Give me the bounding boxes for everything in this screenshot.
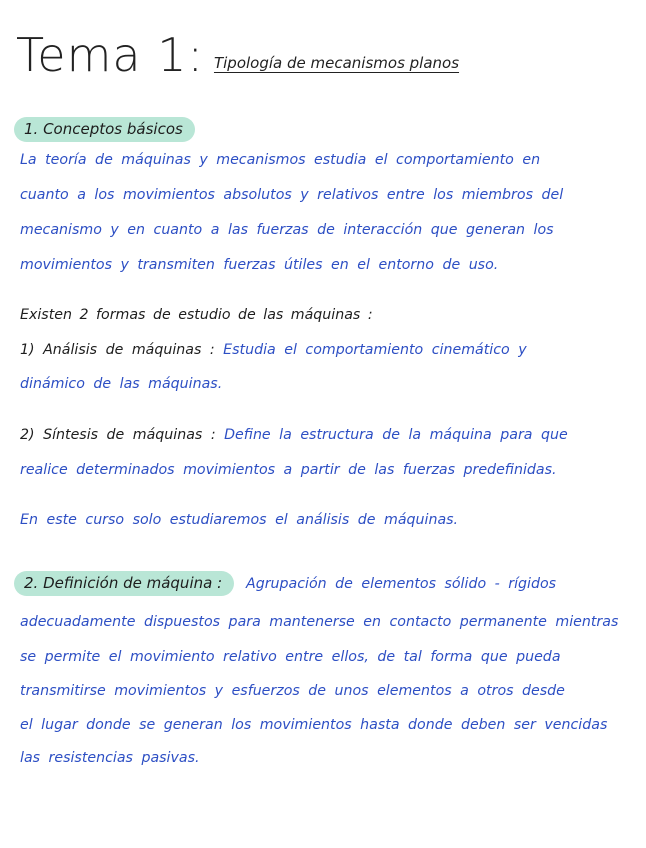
section-1-heading: 1. Conceptos básicos: [14, 117, 195, 142]
item-1-line-2: dinámico de las máquinas.: [20, 376, 223, 392]
intro-line-3: mecanismo y en cuanto a las fuerzas de interacción que generan los: [20, 222, 554, 238]
item-2-line-1: [20, 427, 568, 443]
definition-line-2: adecuadamente dispuestos para mantenerse en contacto permanente mientras: [20, 614, 619, 630]
item-2-line-2: realice determinados movimientos a partir de las fuerzas predefinidas.: [20, 462, 557, 478]
course-note: En este curso solo estudiaremos el análisis de máquinas.: [20, 512, 459, 528]
intro-line-4: movimientos y transmiten fuerzas útiles en el entorno de uso.: [20, 257, 499, 273]
intro-line-1: La teoría de máquinas y mecanismos estudia el comportamiento en: [20, 152, 541, 168]
definition-line-6: las resistencias pasivas.: [20, 750, 200, 766]
forms-intro: Existen 2 formas de estudio de las máquinas :: [20, 307, 373, 323]
item-1-text: Estudia el comportamiento cinemático y: [223, 342, 527, 358]
section-2-heading: 2. Definición de máquina :: [14, 571, 234, 596]
definition-line-4: transmitirse movimientos y esfuerzos de unos elementos a otros desde: [20, 683, 565, 699]
item-1-label: 1) Análisis de máquinas :: [20, 342, 215, 358]
title-main: Tema 1:: [16, 28, 204, 82]
item-2-label: 2) Síntesis de máquinas :: [20, 427, 216, 443]
definition-line-3: se permite el movimiento relativo entre ellos, de tal forma que pueda: [20, 649, 561, 665]
definition-line-5: el lugar donde se generan los movimientos hasta donde deben ser vencidas: [20, 717, 608, 733]
definition-first-line: Agrupación de elementos sólido - rígidos: [246, 576, 557, 592]
page-title: [16, 8, 460, 82]
intro-line-2: cuanto a los movimientos absolutos y relativos entre los miembros del: [20, 187, 564, 203]
item-2-text: Define la estructura de la máquina para que: [224, 427, 568, 443]
item-1-line-1: [20, 342, 527, 358]
title-subtitle: Tipología de mecanismos planos: [213, 54, 460, 72]
